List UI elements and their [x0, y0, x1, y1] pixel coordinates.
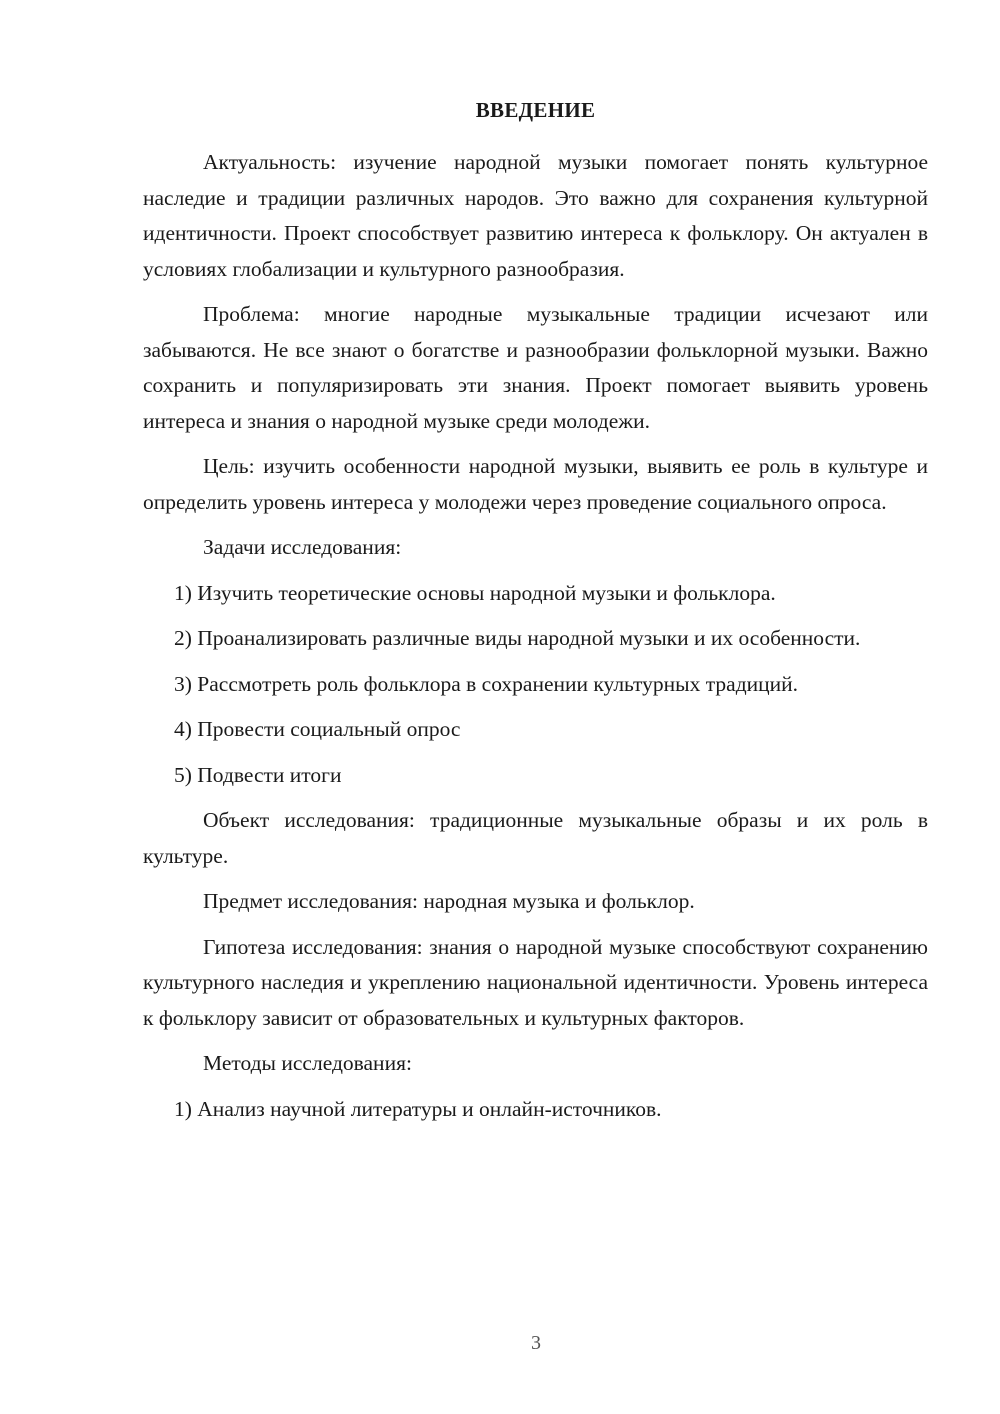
task-item-2: 2) Проанализировать различные виды народной музыки и их особенности. [174, 626, 861, 650]
section-title: ВВЕДЕНИЕ [475, 98, 596, 122]
paragraph-relevance: Актуальность: изучение народной музыки помогает понять культурное наследие и традиции различных народов. Это важно для сохранения культурной идентичности. Проект способствует развитию интереса к фольклору. Он актуален в условиях глобализации и культурного разнообразия. [143, 150, 928, 281]
page-number: 3 [531, 1332, 541, 1354]
method-item-1: 1) Анализ научной литературы и онлайн-источников. [174, 1096, 662, 1121]
paragraph-tasks-heading: Задачи исследования: [203, 535, 402, 559]
paragraph-problem: Проблема: многие народные музыкальные традиции исчезают или забываются. Не все знают о богатстве и разнообразии фольклорной музыки. Важно сохранить и популяризировать эти знания. Проект помогает выявить уровень интереса и знания о народной музыке среди молодежи. [143, 302, 928, 433]
paragraph-methods-heading: Методы исследования: [203, 1051, 412, 1075]
task-item-3: 3) Рассмотреть роль фольклора в сохранении культурных традиций. [174, 671, 799, 696]
task-item-4: 4) Провести социальный опрос [174, 717, 461, 741]
paragraph-object: Объект исследования: традиционные музыкальные образы и их роль в культуре. [143, 808, 928, 868]
paragraph-subject: Предмет исследования: народная музыка и фольклор. [203, 889, 695, 913]
page-content [143, 93, 928, 1137]
paragraph-hypothesis: Гипотеза исследования: знания о народной музыке способствуют сохранению культурного наследия и укреплению национальной идентичности. Уровень интереса к фольклору зависит от образовательных и культурных факторов. [143, 934, 928, 1030]
task-item-1: 1) Изучить теоретические основы народной музыки и фольклора. [174, 580, 776, 605]
paragraph-goal: Цель: изучить особенности народной музыки, выявить ее роль в культуре и определить уровень интереса у молодежи через проведение социального опроса. [143, 454, 928, 514]
task-item-5: 5) Подвести итоги [174, 762, 342, 787]
